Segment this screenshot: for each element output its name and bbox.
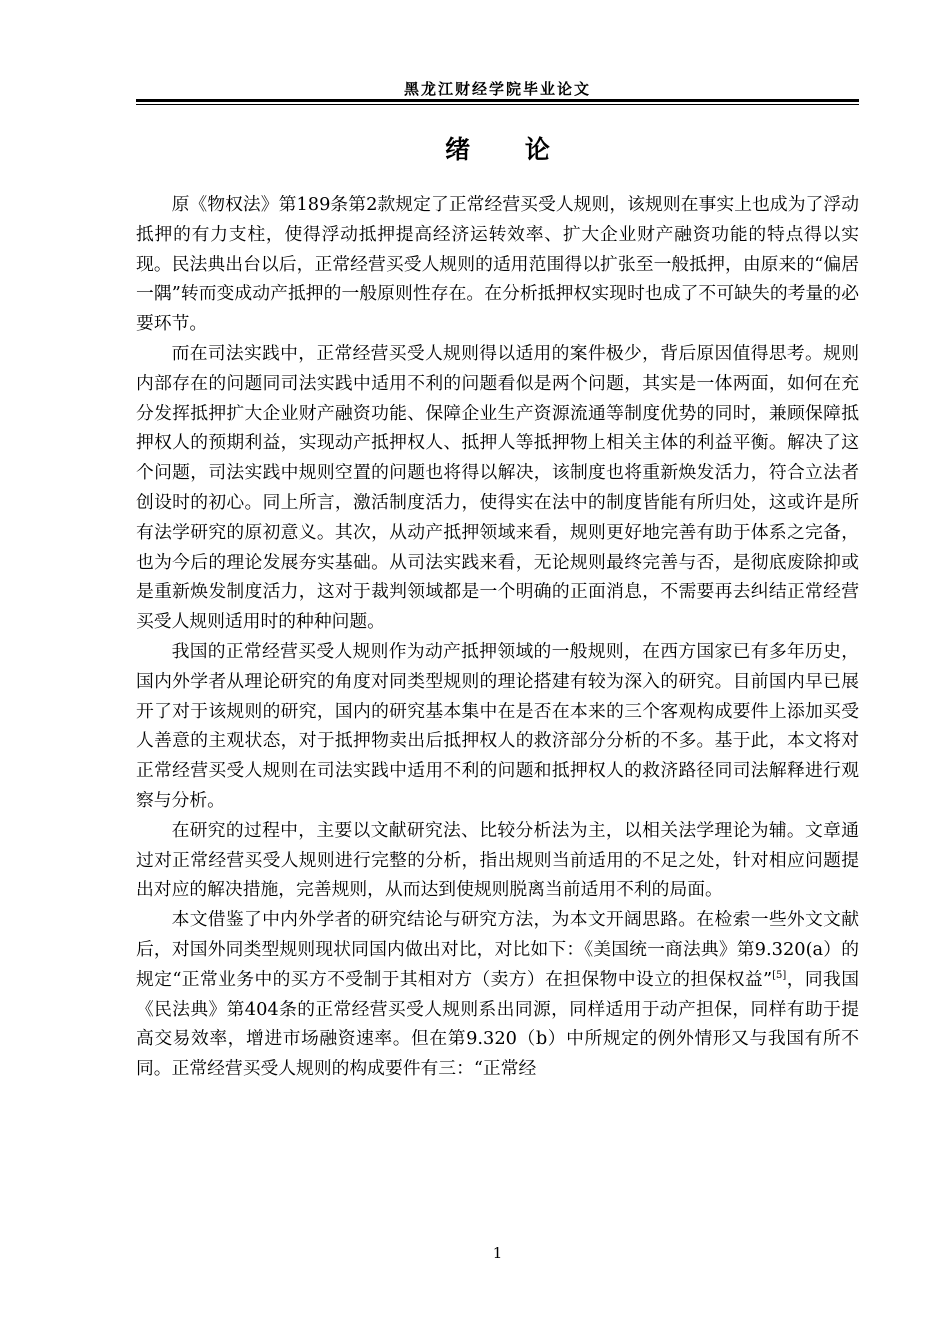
body-text <box>136 190 859 1084</box>
header-rule-thin <box>136 104 859 105</box>
running-header: 黑龙江财经学院毕业论文 <box>403 80 591 98</box>
header-rule-thick <box>136 99 859 102</box>
paragraph-5-text-before-citation: 本文借鉴了中内外学者的研究结论与研究方法，为本文开阔思路。在检索一些外文文献后，对国外同类型规则现状同国内做出对比，对比如下：《美国统一商法典》第9.320(a）的规定“正常业务中的买方不受制于其相对方（卖方）在担保物中设立的担保权益” <box>136 909 859 990</box>
citation-reference[interactable]: [5] <box>772 969 787 981</box>
paragraph-3: 我国的正常经营买受人规则作为动产抵押领域的一般规则，在西方国家已有多年历史，国内外学者从理论研究的角度对同类型规则的理论搭建有较为深入的研究。目前国内早已展开了对于该规则的研究，国内的研究基本集中在是否在本来的三个客观构成要件上添加买受人善意的主观状态，对于抵押物卖出后抵押权人的救济部分分析的不多。基于此，本文将对正常经营买受人规则在司法实践中适用不利的问题和抵押权人的救济路径同司法解释进行观察与分析。 <box>136 640 859 811</box>
paragraph-1: 原《物权法》第189条第2款规定了正常经营买受人规则，该规则在事实上也成为了浮动抵押的有力支柱，使得浮动抵押提高经济运转效率、扩大企业财产融资功能的特点得以实现。民法典出台以后，正常经营买受人规则的适用范围得以扩张至一般抵押，由原来的“偏居一隅”转而变成动产抵押的一般原则性存在。在分析抵押权实现时也成了不可缺失的考量的必要环节。 <box>136 194 859 335</box>
section-title: 绪 论 <box>445 135 550 164</box>
paragraph-2: 而在司法实践中，正常经营买受人规则得以适用的案件极少，背后原因值得思考。规则内部存在的问题同司法实践中适用不利的问题看似是两个问题，其实是一体两面，如何在充分发挥抵押扩大企业财产融资功能、保障企业生产资源流通等制度优势的同时，兼顾保障抵押权人的预期利益，实现动产抵押权人、抵押人等抵押物上相关主体的利益平衡。解决了这个问题，司法实践中规则空置的问题也将得以解决，该制度也将重新焕发活力，符合立法者创设时的初心。同上所言，激活制度活力，使得实在法中的制度皆能有所归处，这或许是所有法学研究的原初意义。其次，从动产抵押领域来看，规则更好地完善有助于体系之完备，也为今后的理论发展夯实基础。从司法实践来看，无论规则最终完善与否，是彻底废除抑或是重新焕发制度活力，这对于裁判领域都是一个明确的正面消息，不需要再去纠结正常经营买受人规则适用时的种种问题。 <box>136 342 859 633</box>
page-number: 1 <box>492 1244 503 1262</box>
paragraph-5 <box>136 905 859 1084</box>
paragraph-4: 在研究的过程中，主要以文献研究法、比较分析法为主，以相关法学理论为辅。文章通过对正常经营买受人规则进行完整的分析，指出规则当前适用的不足之处，针对相应问题提出对应的解决措施，完善规则，从而达到使规则脱离当前适用不利的局面。 <box>136 819 859 901</box>
paragraph-5-text-after-citation: ，同我国《民法典》第404条的正常经营买受人规则系出同源，同样适用于动产担保，同样有助于提高交易效率，增进市场融资速率。但在第9.320（b）中所规定的例外情形又与我国有所不同。正常经营买受人规则的构成要件有三：“正常经 <box>136 968 859 1080</box>
